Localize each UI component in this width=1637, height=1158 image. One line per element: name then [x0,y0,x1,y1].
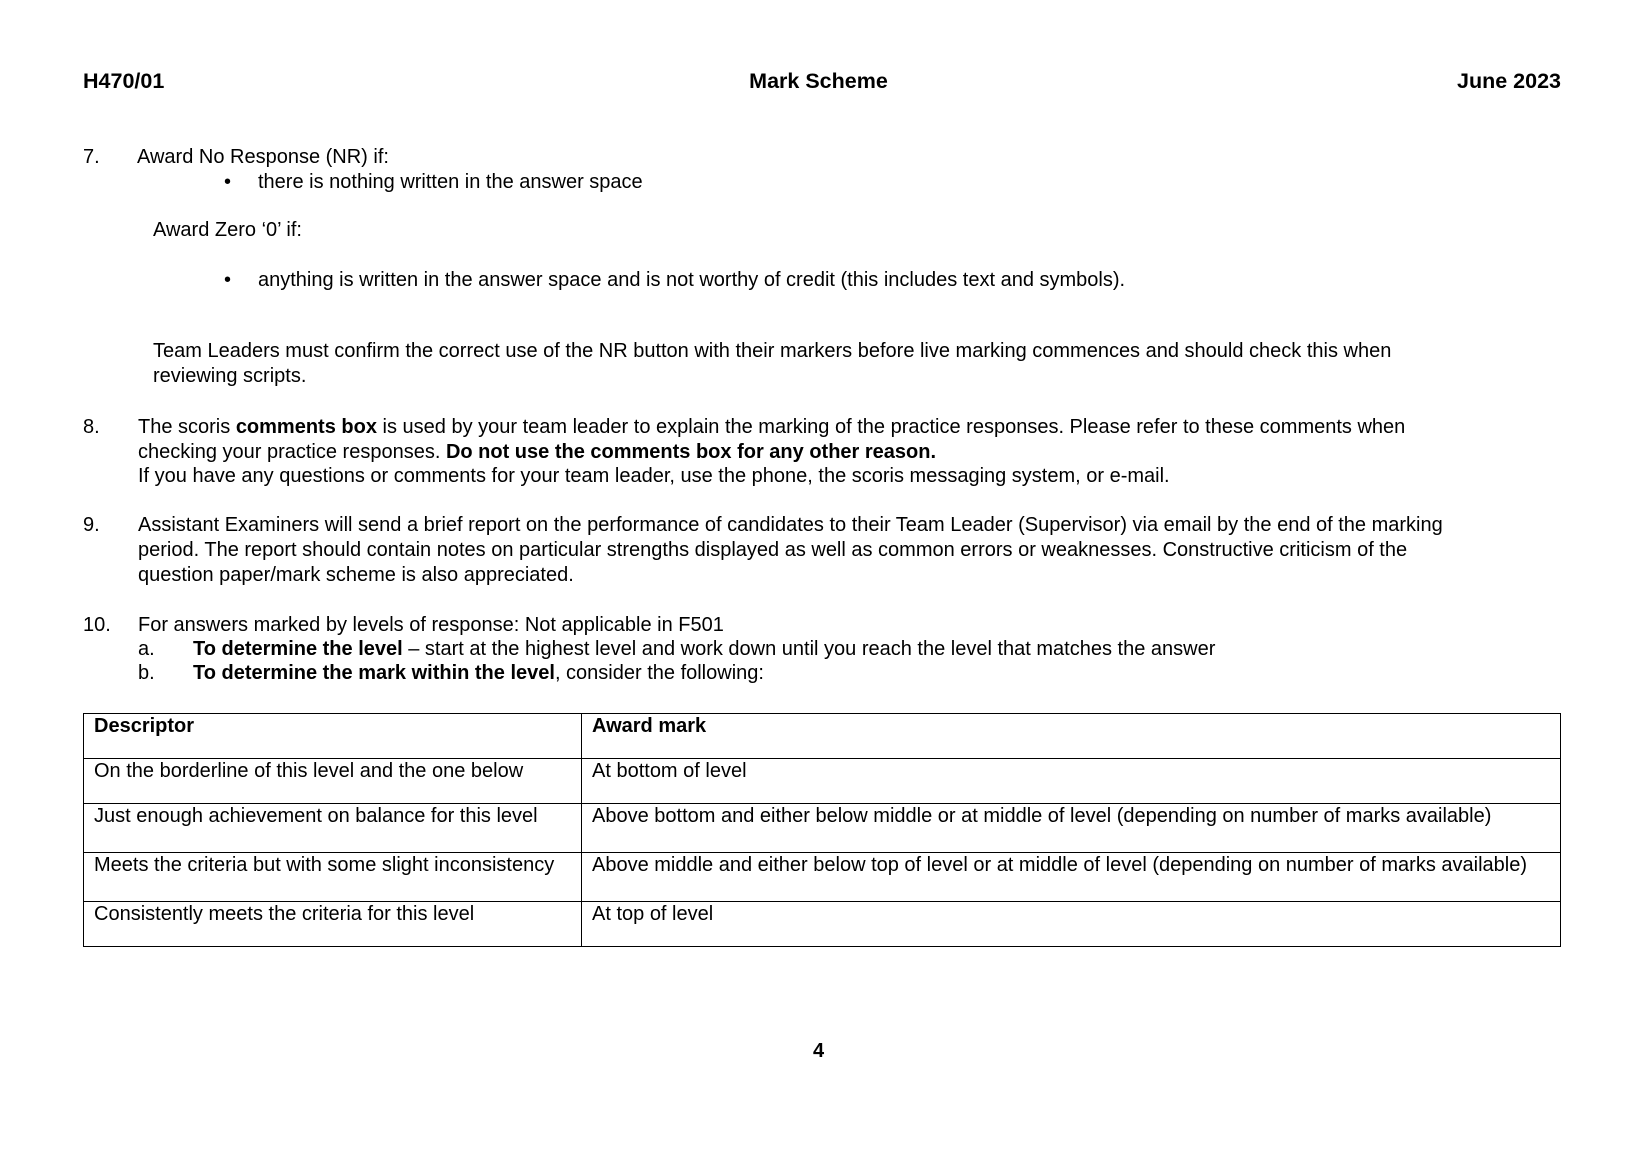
bullet-icon: • [224,171,232,193]
table-cell: Just enough achievement on balance for this level [84,804,582,853]
paragraph-line: checking your practice responses. Do not use the comments box for any other reason. [138,441,937,463]
levels-table [83,713,1561,947]
table-cell: Consistently meets the criteria for this level [84,902,582,947]
item-number: 8. [83,416,100,438]
item-number: 10. [83,614,111,636]
paragraph-line: reviewing scripts. [153,365,307,387]
paragraph-line: question paper/mark scheme is also appreciated. [138,564,574,586]
table-row [84,853,1561,902]
paragraph-line: The scoris comments box is used by your team leader to explain the marking of the practice responses. Please refer to these comments when [138,416,1406,438]
bullet-text: there is nothing written in the answer space [258,171,643,193]
table-row [84,902,1561,947]
sub-item-text: To determine the level – start at the highest level and work down until you reach the level that matches the answer [193,638,1216,660]
header-paper-code: H470/01 [83,69,165,93]
header-title: Mark Scheme [749,69,888,93]
paragraph-line: Team Leaders must confirm the correct use of the NR button with their markers before live marking commences and should check this when [153,340,1392,362]
table-header-row [84,714,1561,759]
subheading: Award Zero ‘0’ if: [153,219,302,241]
table-cell: Above bottom and either below middle or at middle of level (depending on number of marks available) [582,804,1561,853]
table-cell: At bottom of level [582,759,1561,804]
item-text: Award No Response (NR) if: [137,146,389,168]
table-header-cell: Award mark [582,714,1561,759]
table-header-cell: Descriptor [84,714,582,759]
item-number: 7. [83,146,100,168]
paragraph-line: Assistant Examiners will send a brief report on the performance of candidates to their Team Leader (Supervisor) via email by the end of the marking [138,514,1443,536]
table-cell: Meets the criteria but with some slight inconsistency [84,853,582,902]
sub-item-label: b. [138,662,155,684]
item-number: 9. [83,514,100,536]
table-cell: Above middle and either below top of level or at middle of level (depending on number of marks available) [582,853,1561,902]
emphasis: Do not use the comments box for any other reason. [445,441,937,463]
paragraph-line: For answers marked by levels of response: Not applicable in F501 [138,614,724,636]
table-cell: At top of level [582,902,1561,947]
sub-item-label: a. [138,638,155,660]
table-row [84,804,1561,853]
emphasis: comments box [235,416,377,438]
paragraph-line: period. The report should contain notes on particular strengths displayed as well as common errors or weaknesses. Constructive criticism of the [138,539,1408,561]
header-date: June 2023 [1457,69,1561,93]
sub-item-text: To determine the mark within the level, consider the following: [193,662,764,684]
bullet-text: anything is written in the answer space and is not worthy of credit (this includes text and symbols). [258,269,1126,291]
paragraph-line: If you have any questions or comments for your team leader, use the phone, the scoris messaging system, or e-mail. [138,465,1170,487]
table-cell: On the borderline of this level and the one below [84,759,582,804]
table-row [84,759,1561,804]
page-number: 4 [812,1040,825,1062]
bullet-icon: • [224,269,232,291]
